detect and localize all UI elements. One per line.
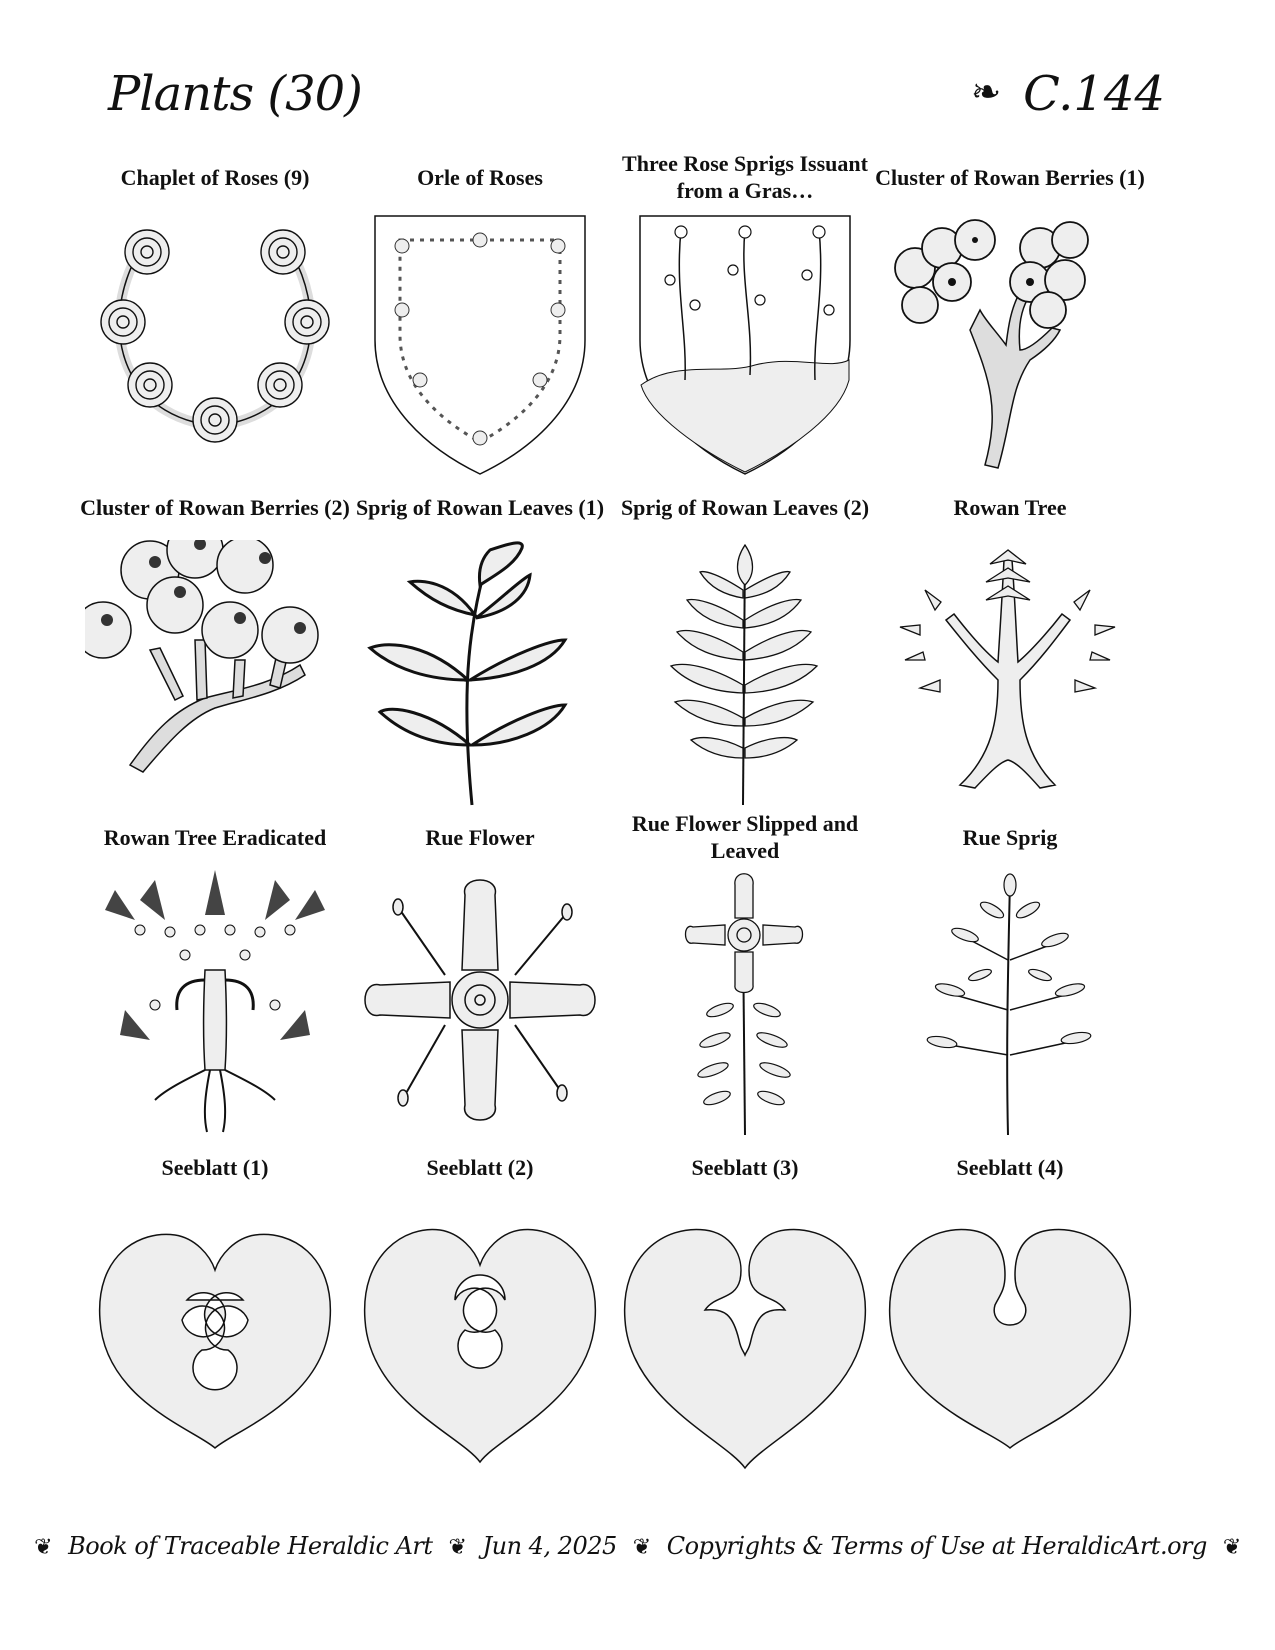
charge-caption: Seeblatt (3) bbox=[691, 1154, 799, 1180]
charge-caption: Cluster of Rowan Berries (2) bbox=[80, 494, 350, 520]
charge-caption: Rowan Tree Eradicated bbox=[103, 824, 327, 850]
grid-row bbox=[80, 148, 1200, 483]
charge-caption: Seeblatt (4) bbox=[956, 1154, 1064, 1180]
charge-cell[interactable] bbox=[875, 478, 1145, 813]
charge-cell[interactable] bbox=[610, 808, 880, 1143]
orle-of-roses-shield-icon bbox=[350, 210, 610, 480]
floral-heart-icon: ❦ bbox=[34, 1535, 53, 1560]
charge-cell[interactable] bbox=[875, 808, 1145, 1143]
rue-flower-icon bbox=[350, 870, 610, 1140]
rowan-tree-icon bbox=[880, 540, 1140, 810]
rowan-berries-cluster-icon bbox=[880, 210, 1140, 480]
charge-caption: Rue Flower bbox=[425, 824, 535, 850]
charge-caption: Three Rose Sprigs Issuant from a Gras… bbox=[622, 151, 868, 203]
rue-sprig-icon bbox=[880, 870, 1140, 1140]
page-footer bbox=[0, 1532, 1275, 1560]
charge-caption: Rue Flower Slipped and Leaved bbox=[631, 811, 859, 863]
charge-cell[interactable] bbox=[875, 148, 1145, 483]
rowan-tree-eradicated-icon bbox=[85, 870, 345, 1140]
charge-cell[interactable] bbox=[80, 808, 350, 1143]
rue-flower-slipped-icon bbox=[615, 870, 875, 1140]
charge-cell[interactable] bbox=[345, 148, 615, 483]
rowan-leaf-sprig-icon bbox=[350, 540, 610, 810]
rowan-leaf-sprig-icon bbox=[615, 540, 875, 810]
footer-rights-link[interactable]: Copyrights & Terms of Use at HeraldicArt.org bbox=[666, 1532, 1207, 1560]
charge-caption: Sprig of Rowan Leaves (1) bbox=[355, 494, 605, 520]
seeblatt-icon bbox=[350, 1200, 610, 1470]
charge-cell[interactable] bbox=[345, 478, 615, 813]
footer-book-title: Book of Traceable Heraldic Art bbox=[68, 1532, 433, 1560]
seeblatt-icon bbox=[85, 1200, 345, 1470]
grid-row bbox=[80, 1138, 1200, 1473]
floral-heart-icon: ❦ bbox=[632, 1535, 651, 1560]
charge-caption: Orle of Roses bbox=[417, 164, 543, 190]
plate-code bbox=[971, 66, 1165, 122]
charge-caption: Sprig of Rowan Leaves (2) bbox=[620, 494, 870, 520]
charge-caption: Rowan Tree bbox=[953, 494, 1067, 520]
rose-sprigs-shield-icon bbox=[615, 210, 875, 480]
charge-cell[interactable] bbox=[610, 1138, 880, 1473]
footer-date: Jun 4, 2025 bbox=[482, 1532, 617, 1560]
charge-cell[interactable] bbox=[80, 148, 350, 483]
grid-row bbox=[80, 478, 1200, 813]
plate-code-text: C.144 bbox=[1023, 66, 1165, 122]
seeblatt-icon bbox=[615, 1200, 875, 1470]
charge-cell[interactable] bbox=[345, 808, 615, 1143]
charge-cell[interactable] bbox=[875, 1138, 1145, 1473]
charge-caption: Rue Sprig bbox=[962, 824, 1058, 850]
charge-caption: Chaplet of Roses (9) bbox=[120, 164, 310, 190]
charge-cell[interactable] bbox=[80, 478, 350, 813]
charge-cell[interactable] bbox=[80, 1138, 350, 1473]
seeblatt-icon bbox=[880, 1200, 1140, 1470]
charge-caption: Cluster of Rowan Berries (1) bbox=[875, 164, 1145, 190]
charge-caption: Seeblatt (2) bbox=[426, 1154, 534, 1180]
grid-row bbox=[80, 808, 1200, 1143]
chaplet-of-roses-icon bbox=[85, 210, 345, 480]
page-title: Plants (30) bbox=[108, 66, 362, 122]
charge-caption: Seeblatt (1) bbox=[161, 1154, 269, 1180]
floral-heart-icon: ❦ bbox=[1222, 1535, 1241, 1560]
fleuron-icon: ❧ bbox=[970, 72, 1002, 113]
rowan-berries-cluster-icon bbox=[85, 540, 345, 810]
charge-cell[interactable] bbox=[610, 148, 880, 483]
charge-cell[interactable] bbox=[610, 478, 880, 813]
charge-cell[interactable] bbox=[345, 1138, 615, 1473]
floral-heart-icon: ❦ bbox=[448, 1535, 467, 1560]
